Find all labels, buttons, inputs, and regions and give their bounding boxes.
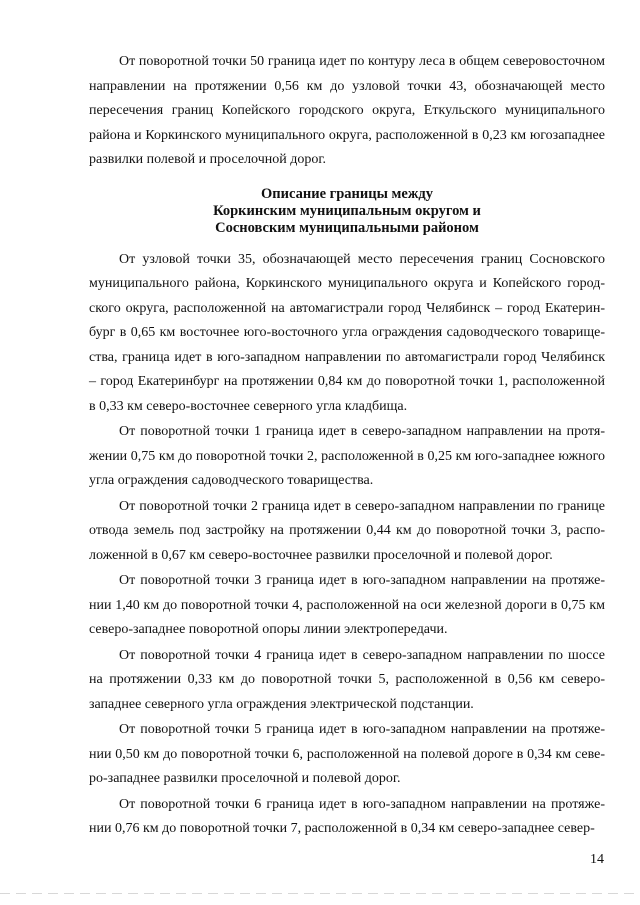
paragraph: От поворотной точки 6 граница идет в юго-западном направлении на протяжении 0,76 км до поворотной точки 7, расположенной в 0,34 км северо-западнее север- [89,796,605,836]
paragraph: От поворотной точки 1 граница идет в северо-западном направлении на протяжении 0,75 км до поворотной точки 2, расположенной в 0,25 км юго-западнее южного угла ограждения садоводческого товарищества. [89,424,605,488]
heading-line-3: Сосновским муниципальными районом [215,219,479,236]
paragraph-intro: От поворотной точки 50 граница идет по контуру леса в общем северовосточном направлении на протяжении 0,56 км до узловой точки 43, обозначающей место пересечения границ Копейского городского округа, Еткульского муниципального района и Коркинского муниципального округа, расположенной в 0,23 км югозападнее развилки полевой и проселочной дорог. [89,54,605,167]
paragraph: От поворотной точки 3 граница идет в юго-западном направлении на протяжении 1,40 км до поворотной точки 4, расположенной на оси железной дороги в 0,75 км северо-западнее поворотной опоры линии электропередачи. [89,573,605,637]
heading-line-1: Описание границы между [261,185,433,202]
paragraph: От узловой точки 35, обозначающей место пересечения границ Сосновского муниципального района, Коркинского муниципального округа и Копейского городского округа, расположенной на автомагистрали город Челябинск – город Екатеринбург в 0,65 км восточнее юго-восточного угла ограждения садоводческого товарищества, граница идет в юго-западном направлении по автомагистрали город Челябинск – город Екатеринбург на протяжении 0,84 км до поворотной точки 1, расположенной в 0,33 км северо-восточнее северного угла кладбища. [89,251,605,414]
section-heading [89,186,605,237]
document-page [89,50,605,842]
paragraph: От поворотной точки 2 граница идет в северо-западном направлении по границе отвода земель под застройку на протяжении 0,44 км до поворотной точки 3, расположенной в 0,67 км северо-восточнее развилки проселочной и полевой дорог. [89,498,605,563]
heading-line-2: Коркинским муниципальным округом и [213,202,481,219]
scan-edge-line [0,893,640,894]
page-number: 14 [590,852,604,867]
paragraph: От поворотной точки 5 граница идет в юго-западном направлении на протяжении 0,50 км до поворотной точки 6, расположенной на полевой дороге в 0,34 км северо-западнее развилки проселочной и полевой дорог. [89,722,605,786]
paragraph: От поворотной точки 4 граница идет в северо-западном направлении по шоссе на протяжении 0,33 км до поворотной точки 5, расположенной в 0,56 км северозападнее северного угла ограждения электрической подстанции. [89,647,605,712]
